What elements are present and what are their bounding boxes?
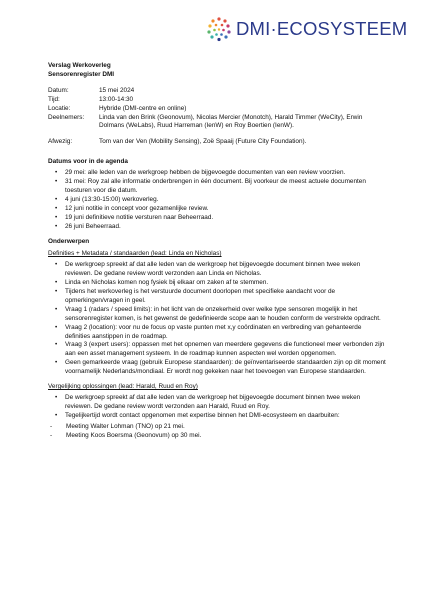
report-title-line2: Sensorenregister DMI — [48, 70, 115, 78]
agenda-heading: Datums voor in de agenda — [48, 158, 128, 166]
meta-row-time — [48, 96, 388, 105]
meta-row-location — [48, 105, 388, 114]
meeting-details — [48, 87, 388, 147]
section1-heading: Definities + Metadata / standaarden (lead: Linda en Nicholas) — [48, 250, 222, 258]
meta-row-absent — [48, 138, 388, 147]
list-item: • 12 juni notitie in concept voor gezamenlijke review. — [48, 205, 388, 214]
section2-list — [48, 394, 388, 421]
logo-text: DMI·ECOSYSTEEM — [236, 18, 408, 39]
meta-value: 13:00-14:30 — [99, 95, 134, 103]
sub-list-item: - Meeting Koos Boersma (Geonovum) op 30 mei. — [48, 432, 388, 441]
logo-dots-icon — [206, 16, 232, 42]
meta-key: Locatie: — [48, 104, 71, 112]
list-item: • 26 juni Beheerraad. — [48, 223, 388, 232]
meta-value: Linda van den Brink (Geonovum), Nicolas Mercier (Monotch), Harald Timmer (WeCity), Erwin Dolmans (WeLabs), Ruud Harreman (IenW) en Roy Boertien (IenW). — [99, 113, 363, 130]
topics-heading: Onderwerpen — [48, 237, 90, 245]
meta-row-participants — [48, 114, 388, 132]
list-item: • Tegelijkertijd wordt contact opgenomen met expertise binnen het DMI-ecosysteem en daarbuiten: — [48, 412, 388, 421]
list-item: • 19 juni definitieve notitie versturen naar Beheerraad. — [48, 214, 388, 223]
section2-sublist — [48, 423, 388, 441]
meta-key: Datum: — [48, 86, 69, 94]
list-item: • Linda en Nicholas komen nog fysiek bij elkaar om zaken af te stemmen. — [48, 279, 388, 288]
meta-row-date — [48, 87, 388, 96]
list-item: • 31 mei: Roy zal alle informatie onderbrengen in één document. Bij voorkeur de meest actuele documenten toesturen voor die datum. — [48, 178, 388, 196]
section2-heading: Vergelijking oplossingen (lead: Harald, Ruud en Roy) — [48, 383, 198, 391]
report-content — [48, 62, 388, 441]
meta-value: Hybride (DMI-centre en online) — [99, 104, 187, 112]
sub-list-item: - Meeting Walter Lohman (TNO) op 21 mei. — [48, 423, 388, 432]
meta-value: Tom van der Ven (Mobility Sensing), Zoë Spaaij (Future City Foundation). — [99, 138, 307, 146]
list-item: • Tijdens het werkoverleg is het verstuurde document doorlopen met specifieke aandacht voor de opmerkingen/vragen in geel. — [48, 288, 388, 306]
agenda-list — [48, 169, 388, 231]
list-item: • 4 juni (13:30-15:00) werkoverleg. — [48, 196, 388, 205]
list-item: • De werkgroep spreekt af dat alle leden van de werkgroep het bijgevoegde document binnen twee weken reviewen. De gedane review wordt verzonden aan Harald, Ruud en Roy. — [48, 394, 388, 412]
meta-key: Afwezig: — [48, 138, 73, 146]
section1-list — [48, 261, 388, 377]
dmi-ecosysteem-logo — [206, 16, 412, 38]
list-item: • De werkgroep spreekt af dat alle leden van de werkgroep het bijgevoegde document binnen twee weken reviewen. De gedane review wordt verzonden aan Linda en Nicholas. — [48, 261, 388, 279]
list-item: • 29 mei: alle leden van de werkgroep hebben de bijgevoegde documenten van een review voorzien. — [48, 169, 388, 178]
list-item: • Geen gemarkeerde vraag (gebruik Europese standaarden): de geïnventariseerde standaarden zijn op dit moment voornamelijk Nederlands/mondiaal. Er wordt nog gekeken naar het toevoegen van Europese standaarden. — [48, 359, 388, 377]
meta-key: Deelnemers: — [48, 113, 85, 121]
list-item: • Vraag 3 (expert users): oppassen met het opnemen van meerdere gegevens die functioneel meer verbonden zijn aan een asset management systeem. In de roadmap kunnen aspecten wel worden opgenomen. — [48, 341, 388, 359]
meta-value: 15 mei 2024 — [99, 86, 135, 94]
list-item: • Vraag 1 (radars / speed limits): in het licht van de onzekerheid over welke type sensoren mogelijk in het sensorenregister komen, is het gewenst de gedefinieerde scope aan te houden conform de verstrekte opdracht. — [48, 306, 388, 324]
list-item: • Vraag 2 (location): voor nu de focus op vaste punten met x,y coördinaten en verbreding van gehanteerde definities aanstippen in de roadmap. — [48, 324, 388, 342]
meta-key: Tijd: — [48, 95, 60, 103]
report-title-line1: Verslag Werkoverleg — [48, 62, 111, 69]
